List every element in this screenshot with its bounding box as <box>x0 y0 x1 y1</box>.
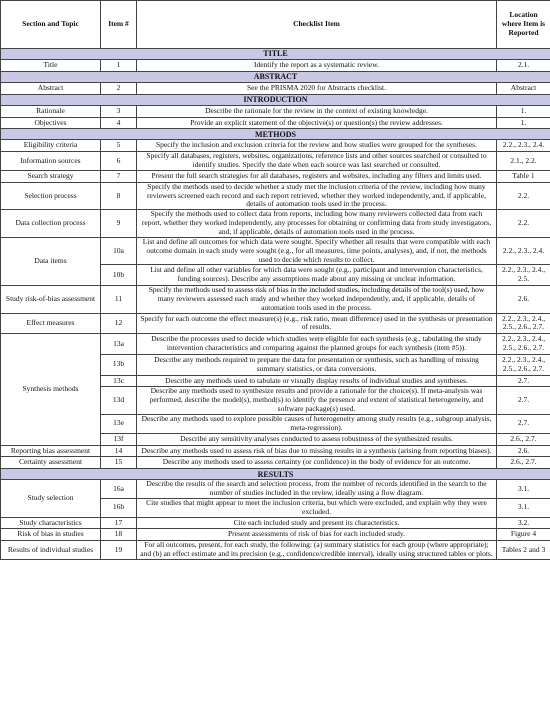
checklist-text: Specify for each outcome the effect measure(s) (e.g., risk ratio, mean difference) used in the synthesis or presentation of results. <box>137 313 497 334</box>
table-row <box>1 82 550 94</box>
table-row <box>1 60 550 72</box>
checklist-text: Present assessments of risk of bias for each included study. <box>137 529 497 541</box>
topic-cell: Effect measures <box>1 313 101 334</box>
item-number: 13f <box>101 433 137 445</box>
topic-cell: Reporting bias assessment <box>1 445 101 457</box>
checklist-text: Describe any methods used to synthesize results and provide a rationale for the choice(s). If meta-analysis was performed, describe the model(s), method(s) to identify the presence and extent of statistical heterogeneity, and software package(s) used. <box>137 387 497 415</box>
item-number: 13e <box>101 415 137 434</box>
location-cell: 1. <box>497 117 550 129</box>
item-number: 18 <box>101 529 137 541</box>
checklist-text: Specify the methods used to decide whether a study met the inclusion criteria of the review, including how many reviewers screened each record and each report retrieved, whether they worked independently, and, if applicable, details of automation tools used in the process. <box>137 182 497 210</box>
checklist-text: List and define all other variables for which data were sought (e.g., participant and intervention characteristics, funding sources). Describe any assumptions made about any missing or unclear information. <box>137 265 497 286</box>
checklist-text: Describe any sensitivity analyses conducted to assess robustness of the synthesized results. <box>137 433 497 445</box>
item-number: 11 <box>101 286 137 314</box>
table-row <box>1 313 550 334</box>
item-number: 13d <box>101 387 137 415</box>
topic-cell: Certainty assessment <box>1 457 101 469</box>
topic-cell: Data items <box>1 237 101 285</box>
location-cell: 2.6. <box>497 445 550 457</box>
table-row <box>1 445 550 457</box>
item-number: 2 <box>101 82 137 94</box>
location-cell: 2.2. <box>497 182 550 210</box>
checklist-text: Describe any methods used to assess risk of bias due to missing results in a synthesis (arising from reporting biases). <box>137 445 497 457</box>
section-row-methods <box>1 129 550 140</box>
location-cell: 3.1. <box>497 480 550 499</box>
topic-cell: Eligibility criteria <box>1 140 101 152</box>
checklist-text: Specify the inclusion and exclusion criteria for the review and how studies were grouped for the syntheses. <box>137 140 497 152</box>
header-location: Location where Item is Reported <box>497 1 550 49</box>
item-number: 9 <box>101 210 137 238</box>
location-cell: 2.2. <box>497 210 550 238</box>
item-number: 4 <box>101 117 137 129</box>
table-row <box>1 480 550 499</box>
topic-cell: Study selection <box>1 480 101 517</box>
location-cell: Tables 2 and 3 <box>497 541 550 560</box>
topic-cell: Objectives <box>1 117 101 129</box>
item-number: 13b <box>101 354 137 375</box>
table-row <box>1 529 550 541</box>
location-cell: 2.2., 2.3., 2.4., 2.5., 2.6., 2.7. <box>497 334 550 355</box>
location-cell: 2.2., 2.3., 2.4., 2.5. <box>497 265 550 286</box>
checklist-text: Specify the methods used to collect data from reports, including how many reviewers collected data from each report, whether they worked independently, any processes for obtaining or confirming data from study investigators, and, if applicable, details of automation tools used in the process. <box>137 210 497 238</box>
table-row <box>1 237 550 265</box>
location-cell: 2.7. <box>497 387 550 415</box>
item-number: 19 <box>101 541 137 560</box>
table-row <box>1 140 550 152</box>
section-row-abstract <box>1 71 550 82</box>
item-number: 16b <box>101 498 137 517</box>
checklist-text: Describe the rationale for the review in the context of existing knowledge. <box>137 105 497 117</box>
location-cell: 2.7. <box>497 415 550 434</box>
item-number: 16a <box>101 480 137 499</box>
table-row <box>1 334 550 355</box>
location-cell: 1. <box>497 105 550 117</box>
table-row <box>1 210 550 238</box>
item-number: 17 <box>101 517 137 529</box>
location-cell: 2.7. <box>497 375 550 387</box>
topic-cell: Search strategy <box>1 170 101 182</box>
item-number: 3 <box>101 105 137 117</box>
checklist-text: Describe the processes used to decide which studies were eligible for each synthesis (e.g., tabulating the study intervention characteristics and comparing against the planned groups for each synthesis (item #5)). <box>137 334 497 355</box>
item-number: 13a <box>101 334 137 355</box>
item-number: 1 <box>101 60 137 72</box>
topic-cell: Study risk-of-bias assessment <box>1 286 101 314</box>
table-row <box>1 286 550 314</box>
table-row <box>1 457 550 469</box>
table-row <box>1 170 550 182</box>
location-cell: 2.6. <box>497 286 550 314</box>
checklist-text: Present the full search strategies for all databases, registers and websites, including any filters and limits used. <box>137 170 497 182</box>
location-cell: 2.2., 2.3., 2.4. <box>497 237 550 265</box>
checklist-text: Provide an explicit statement of the objective(s) or question(s) the review addresses. <box>137 117 497 129</box>
location-cell: 3.1. <box>497 498 550 517</box>
table-row <box>1 105 550 117</box>
location-cell: 2.1., 2.2. <box>497 152 550 171</box>
table-row <box>1 117 550 129</box>
checklist-text: List and define all outcomes for which data were sought. Specify whether all results that were compatible with each outcome domain in each study were sought (e.g., for all measures, time points, analyses), and, if not, the methods used to decide which results to collect. <box>137 237 497 265</box>
checklist-text: Specify the methods used to assess risk of bias in the included studies, including details of the tool(s) used, how many reviewers assessed each study and whether they worked independently, and, if applicable, details of automation tools used in the process. <box>137 286 497 314</box>
table-row <box>1 517 550 529</box>
item-number: 10b <box>101 265 137 286</box>
location-cell: Abstract <box>497 82 550 94</box>
item-number: 8 <box>101 182 137 210</box>
item-number: 5 <box>101 140 137 152</box>
topic-cell: Abstract <box>1 82 101 94</box>
location-cell: Table 1 <box>497 170 550 182</box>
item-number: 6 <box>101 152 137 171</box>
item-number: 12 <box>101 313 137 334</box>
topic-cell: Selection process <box>1 182 101 210</box>
checklist-text: Cite studies that might appear to meet the inclusion criteria, but which were excluded, and explain why they were excluded. <box>137 498 497 517</box>
header-item-number: Item # <box>101 1 137 49</box>
location-cell: 3.2. <box>497 517 550 529</box>
section-heading: METHODS <box>1 129 550 140</box>
checklist-text: Describe any methods used to tabulate or visually display results of individual studies and syntheses. <box>137 375 497 387</box>
table-row <box>1 541 550 560</box>
location-cell: 2.2., 2.3., 2.4., 2.5., 2.6., 2.7. <box>497 354 550 375</box>
item-number: 7 <box>101 170 137 182</box>
location-cell: 2.2., 2.3., 2.4., 2.5., 2.6., 2.7. <box>497 313 550 334</box>
checklist-text: Cite each included study and present its characteristics. <box>137 517 497 529</box>
location-cell: 2.6., 2.7. <box>497 433 550 445</box>
topic-cell: Risk of bias in studies <box>1 529 101 541</box>
header-row <box>1 1 550 49</box>
topic-cell: Title <box>1 60 101 72</box>
location-cell: Figure 4 <box>497 529 550 541</box>
topic-cell: Study characteristics <box>1 517 101 529</box>
table-row <box>1 182 550 210</box>
checklist-text: Describe any methods used to assess certainty (or confidence) in the body of evidence for an outcome. <box>137 457 497 469</box>
section-heading: INTRODUCTION <box>1 94 550 105</box>
section-row-title <box>1 49 550 60</box>
item-number: 10a <box>101 237 137 265</box>
header-checklist-item: Checklist Item <box>137 1 497 49</box>
checklist-text: Identify the report as a systematic review. <box>137 60 497 72</box>
checklist-text: Describe any methods used to explore possible causes of heterogeneity among study results (e.g., subgroup analysis, meta-regression). <box>137 415 497 434</box>
checklist-text: Specify all databases, registers, websites, organizations, reference lists and other sources searched or consulted to identify studies. Specify the date when each source was last searched or consulted. <box>137 152 497 171</box>
item-number: 14 <box>101 445 137 457</box>
checklist-text: For all outcomes, present, for each study, the following: (a) summary statistics for each group (where appropriate); and (b) an effect estimate and its precision (e.g., confidence/credible interval), ideally using structured tables or plots. <box>137 541 497 560</box>
checklist-text: Describe the results of the search and selection process, from the number of records identified in the search to the number of studies included in the review, ideally using a flow diagram. <box>137 480 497 499</box>
checklist-text: Describe any methods required to prepare the data for presentation or synthesis, such as handling of missing summary statistics, or data conversions. <box>137 354 497 375</box>
section-row-results <box>1 469 550 480</box>
table-row <box>1 152 550 171</box>
header-section-topic: Section and Topic <box>1 1 101 49</box>
section-heading: RESULTS <box>1 469 550 480</box>
topic-cell: Rationale <box>1 105 101 117</box>
item-number: 15 <box>101 457 137 469</box>
topic-cell: Data collection process <box>1 210 101 238</box>
location-cell: 2.1. <box>497 60 550 72</box>
section-heading: ABSTRACT <box>1 71 550 82</box>
topic-cell: Synthesis methods <box>1 334 101 445</box>
section-heading: TITLE <box>1 49 550 60</box>
section-row-introduction <box>1 94 550 105</box>
location-cell: 2.2., 2.3., 2.4. <box>497 140 550 152</box>
checklist-text: See the PRISMA 2020 for Abstracts checklist. <box>137 82 497 94</box>
item-number: 13c <box>101 375 137 387</box>
topic-cell: Results of individual studies <box>1 541 101 560</box>
topic-cell: Information sources <box>1 152 101 171</box>
location-cell: 2.6., 2.7. <box>497 457 550 469</box>
